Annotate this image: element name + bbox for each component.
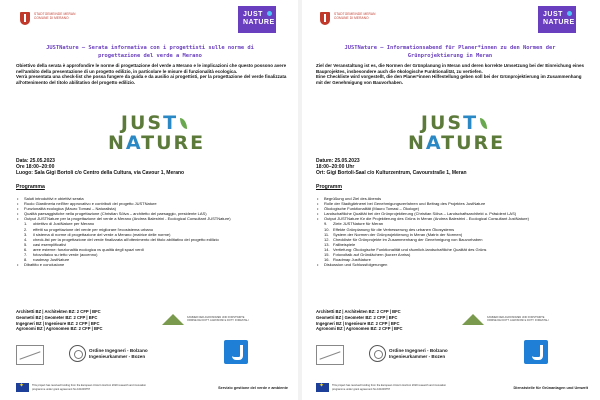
architects-logo-icon [16,345,44,365]
merano-crest-icon [320,12,330,25]
flyer-page-german [302,0,598,400]
program-list [16,196,292,267]
flyer-page-italian [2,0,298,400]
comune-header [320,12,376,25]
list-item: 11. System der Normen der Grünprojektierung in Meran (Matrix der Normen) [324,232,592,237]
list-item: 9. Ziele JUSTNature für Meran [324,221,592,226]
comune-line-de: STADTGEMEINDE MERAN [34,12,76,16]
comune-line-de: STADTGEMEINDE MERAN [334,12,376,16]
intro-text: Ziel der Veranstaltung ist es, die Normen der Grünplanung in Meran und deren korrekte Umsetzung bei der Einreichung eines Bauprojektes, insbesondere auch die ökologische Funktionalität, zu vertiefen. Eine Checkliste wird vorgestellt, die den Planer*innen Hilfestellung geben soll bei der Grünprojektierung im Zusammenhang mit der Genehmigung von Bauvorhaben. [316,63,585,85]
program-list [316,196,592,267]
list-item: 16. Roadmap JustNature [324,257,592,262]
list-item: • Rolle der Stadtgärtnerei bei Genehmigungsverfahren und Beitrag des Projektes JustNature [316,201,592,206]
list-item: • Begrüßung und Ziel des Abends [316,196,592,201]
justnature-wordmark-icon: JUST NATURE [108,112,206,154]
list-item: • Qualità paesaggistiche nella progettazione (Christian Sölva – architetto del paesaggio, presidente LAS) [16,211,292,216]
mountain-icon [162,312,184,326]
justnature-wordmark-icon: JUST NATURE [408,112,506,154]
agronomist-chamber-logo: KAMMER DER AGRONOMEN UND FORSTWIRTE ORDINE DEI DOTT. AGRONOMI E DOTT. FORESTALI [462,311,562,327]
program-heading: Programma [16,184,45,190]
architects-logo-icon [316,345,344,365]
service-name: Servizio gestione del verde e ambiente [218,385,288,390]
footer [16,383,288,392]
list-item: • Saluti introduttivi e obiettivi serata [16,196,292,201]
footer [316,383,588,392]
comune-line-it: COMUNE DI MERANO [34,16,69,21]
event-date: Data: 25.05.2023 [16,158,55,164]
list-item: 2. effetti su progettazione del verde per migliorare l'ecosistema urbano [24,227,292,232]
list-item: • Output JUSTNature für die Projektierung des Grüns in Meran (Andrea Balestrini - Ecological Consultant JustNature) [316,216,592,221]
eu-flag-icon [316,383,329,392]
event-details [316,158,586,177]
list-item: • Landschaftliche Qualität bei der Grünprojektierung (Christian Sölva – Landschaftsarchitekt u. Präsident LAS) [316,211,592,216]
event-location: Ort: Gigi Bortoli-Saal c/o Kulturzentrum, Cavourstraße 1, Meran [316,170,467,177]
list-item: • Output JUSTNature per la progettazione del verde a Merano (Andrea Balestrini - Ecological Consultant JUSTNature) [16,216,292,221]
justnature-logo-icon: JUST NATURE [238,6,276,33]
list-item: 15. Fotovoltaik auf Gründächern (kurzer Anriss) [324,252,592,257]
engineers-order-logo: Ordine Ingegneri - Bolzano Ingenieurkammer - Bozen [69,345,148,362]
list-item: 14. Vertiefung: Ökologische Funktionalität und räumlich-landschaftliche Qualität des Grüns [324,247,592,252]
program-heading: Programm [316,184,342,190]
geometers-logo-icon [524,340,548,364]
list-item: • Ruolo Giardineria nell'iter approvativo e contributi del progetto JUSTNature [16,201,292,206]
service-name: Dienststelle für Grünanlagen und Umwelt [513,385,588,390]
eu-funding-note: This project has received funding from the European Union's Horizon 2020 research and innovation programme under grant agreement No 101003757 [332,384,447,391]
list-item: • Funzionalità ecologica (Mauro Tomasi – Naturalista) [16,206,292,211]
event-details [16,158,286,177]
list-item: 1. obiettivo di JustNature per Merano [24,221,292,226]
event-location: Luogo: Sala Gigi Bortoli c/o Centro della Cultura, via Cavour 1, Merano [16,170,185,177]
list-item: 3. il sistema di norme di progettazione del verde a Merano (matrice delle norme) [24,232,292,237]
seal-icon [369,345,386,362]
engineers-order-logo: Ordine Ingegneri - Bolzano Ingenieurkammer - Bozen [369,345,448,362]
list-item: 10. Effekte Grünplanung für die Verbesserung des urbanen Ökosystems [324,227,592,232]
mountain-icon [462,312,484,326]
list-item: 12. Checkliste für Grünprojekte im Zusammenhang der Genehmigung von Bauvorhaben [324,237,592,242]
list-item: 8. roadmap JustNature [24,257,292,262]
justnature-logo-icon: JUST NATURE [538,6,576,33]
intro-text: Obiettivo della serata è approfondire le norme di progettazione del verde a Merano e le implicazioni che questo possono avere nell'ambito della presentazione di un progetto edilizio, in particolare le misure di funzionalità ecologica. Verrà presentata una check-list che possa fungere da guida e da ausilio ai progettisti, per la progettazione del verde finalizzata all'ottenimento del titolo abilitativo del progetto edilizio. [16,63,287,85]
list-item: • Dibattito e conclusione [16,262,292,267]
seal-icon [69,345,86,362]
comune-line-it: COMUNE DI MERANO [334,16,369,21]
page-title: JUSTNature – Serata informativa con i progettisti sulle norme di progettazione del verde a Merano [46,45,254,59]
agronomist-chamber-logo: KAMMER DER AGRONOMEN UND FORSTWIRTE ORDINE DEI DOTT. AGRONOMI E DOTT. FORESTALI [162,311,262,327]
eu-flag-icon [16,383,29,392]
geometers-logo-icon [224,340,248,364]
list-item: • Ökologische Funktionalität (Mauro Tomasi – Ökologe) [316,206,592,211]
event-time: 18:00–20:00 Uhr [316,164,355,171]
event-time: Ore 18:00–20:00 [16,164,55,171]
list-item: 7. fotovoltaico su tetto verde (accenno) [24,252,292,257]
training-credits: Architetti BZ | Architekten BZ: 2 CFP | BFC Geometri BZ | Geometer BZ: 2 CFP | BFC Ingegneri BZ | Ingenieure BZ: 2 CFP | BFC Agronomi BZ | Agronomen BZ: 2 CFP | BFC [316,309,403,332]
list-item: 4. check-list per la progettazione del verde finalizzata all'ottenimento del titolo abilitativo del progetto edilizio [24,237,292,242]
eu-funding-note: This project has received funding from the European Union's Horizon 2020 research and innovation programme under grant agreement No 101003757 [32,384,147,391]
page-title: JUSTNature – Informationsabend für Planer*innen zu den Normen der Grünprojektierung in Meran [344,45,556,59]
list-item: • Diskussion und Schlussfolgerungen [316,262,592,267]
comune-header [20,12,76,25]
merano-crest-icon [20,12,30,25]
list-item: 13. Fallbeispiele [324,242,592,247]
training-credits: Architetti BZ | Architekten BZ: 2 CFP | BFC Geometri BZ | Geometer BZ: 2 CFP | BFC Ingegneri BZ | Ingenieure BZ: 2 CFP | BFC Agronomi BZ | Agronomen BZ: 2 CFP | BFC [16,309,103,332]
event-date: Datum: 25.05.2023 [316,158,360,164]
list-item: 5. casi esemplificativi [24,242,292,247]
list-item: 6. aree esterne: funzionalità ecologica vs qualità degli spazi verdi [24,247,292,252]
